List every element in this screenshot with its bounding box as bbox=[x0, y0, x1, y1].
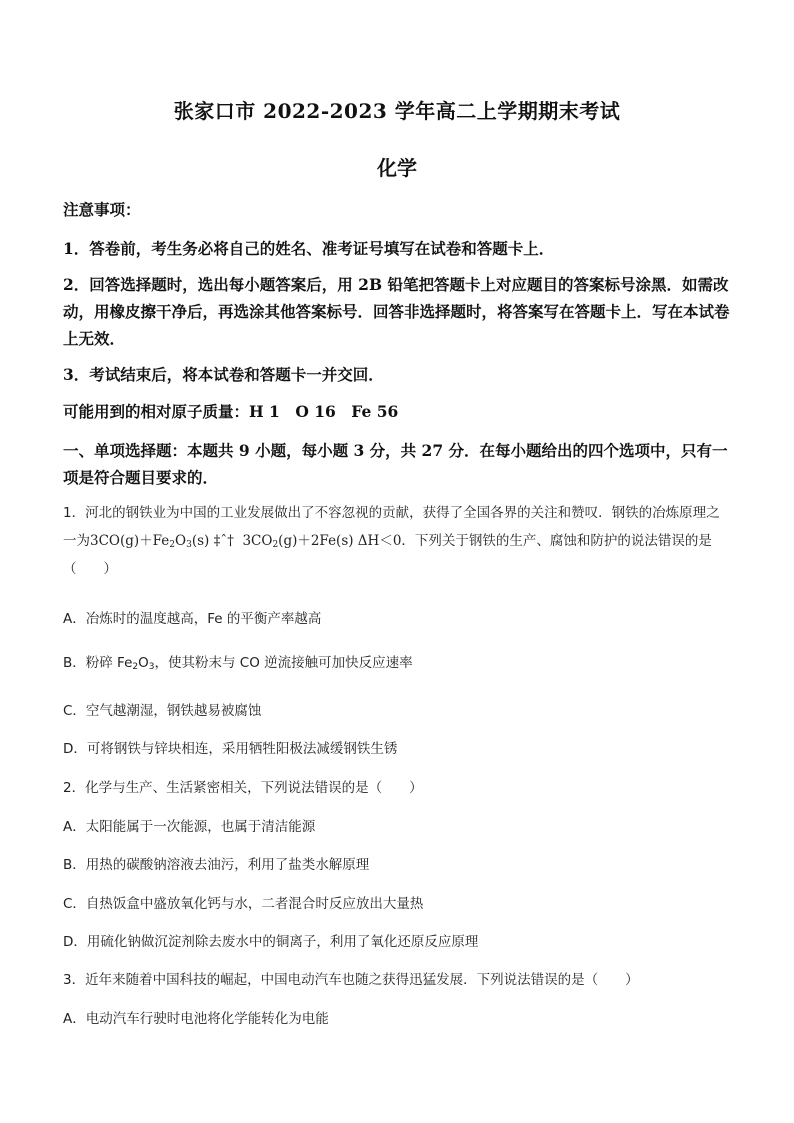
atomic-mass-line: 可能用到的相对原子质量：H 1 O 16 Fe 56 bbox=[63, 402, 399, 421]
notes-item-3: 3．考试结束后，将本试卷和答题卡一并交回． bbox=[63, 365, 384, 384]
question-3-option-a: A．电动汽车行驶时电池将化学能转化为电能 bbox=[63, 1011, 329, 1027]
equilibrium-arrow-icon: ‡ˆ† bbox=[213, 533, 234, 549]
question-1-option-c: C．空气越潮湿，钢铁越易被腐蚀 bbox=[63, 703, 262, 719]
section-heading: 一、单项选择题：本题共 9 小题，每小题 3 分，共 27 分．在每小题给出的四个选项中，只有一项是符合题目要求的． bbox=[63, 441, 728, 487]
notes-item-1: 1．答卷前，考生务必将自己的姓名、准考证号填写在试卷和答题卡上． bbox=[63, 239, 555, 258]
question-1-stem-end: ．下列关于钢铁的生产、腐蚀和防护的说法错误的是（ ） bbox=[63, 533, 712, 577]
notes-item-2: 2．回答选择题时，选出每小题答案后，用 2B 铅笔把答题卡上对应题目的答案标号涂黑．如需改动，用橡皮擦干净后，再选涂其他答案标号．回答非选择题时，将答案写在答题卡上．写在本试卷上无效． bbox=[63, 275, 730, 348]
exam-title: 张家口市 2022-2023 学年高二上学期期末考试 bbox=[173, 99, 621, 123]
question-1-equation: $3CO(g)+Fe_2O_3(s)$ ‡ˆ† $3CO_2(g)+2Fe(s)$ ΔH＜0 bbox=[90, 533, 402, 550]
question-2-option-b: B．用热的碳酸钠溶液去油污，利用了盐类水解原理 bbox=[63, 857, 370, 873]
question-1-option-d: D．可将钢铁与锌块相连，采用牺牲阳极法减缓钢铁生锈 bbox=[63, 741, 398, 757]
question-2-option-d: D．用硫化钠做沉淀剂除去废水中的铜离子，利用了氧化还原反应原理 bbox=[63, 934, 479, 950]
question-3-stem: 3．近年来随着中国科技的崛起，中国电动汽车也随之获得迅猛发展．下列说法错误的是（ ） bbox=[63, 972, 639, 988]
question-1-option-b: B．粉碎 $Fe_2O_3$，使其粉末与 CO 逆流接触可加快反应速率 bbox=[63, 655, 413, 672]
question-2-stem: 2．化学与生产、生活紧密相关，下列说法错误的是（ ） bbox=[63, 780, 423, 796]
question-2-option-a: A．太阳能属于一次能源，也属于清洁能源 bbox=[63, 819, 316, 835]
question-2-option-c: C．自热饭盒中盛放氧化钙与水，二者混合时反应放出大量热 bbox=[63, 896, 424, 912]
question-1-stem-text: 1．河北的钢铁业为中国的工业发展做出了不容忽视的贡献，获得了全国各界的关注和赞叹．钢铁的冶炼原理之一为 bbox=[63, 505, 720, 549]
question-1-option-a: A．冶炼时的温度越高，Fe 的平衡产率越高 bbox=[63, 611, 322, 627]
question-1-stem bbox=[63, 499, 731, 583]
subject-title: 化学 bbox=[377, 156, 417, 180]
notes-heading: 注意事项： bbox=[63, 200, 141, 219]
